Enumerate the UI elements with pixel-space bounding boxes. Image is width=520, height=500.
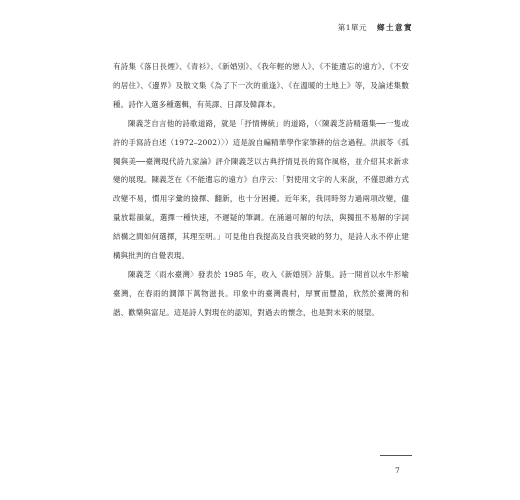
section-title: 鄉土意實 (377, 23, 413, 32)
running-header (338, 22, 413, 33)
footer-rule (380, 455, 412, 456)
body-text (113, 58, 409, 323)
paragraph-bibliography: 有詩集《落日長煙》、《青衫》、《新婚別》、《我年輕的戀人》、《不能遺忘的遠方》、《不安的居住》、《邊界》及散文集《為了下一次的重逢》、《在溫暖的土地上》等，及論述集數種。詩作入選多種選輯，有英譯、日譯及韓譯本。 (113, 62, 409, 109)
paragraph-poetics: 陳義芝自言他的詩歌道路，就是「抒情傳統」的道路，（〈陳義芝詩精選集──一隻或許的手寫詩自述（1972–2002）〉）這是說自編精華學作家筆耕的信念過程。洪淑苓《孤獨與美──臺灣現代詩九家論》評介陳義芝以古典抒情見長的寫作風格，並介紹其求新求變的展現。陳義芝在《不能遺忘的遠方》自序云：「對使用文字的人來說，不僅思維方式改變不易，慣用字彙的撿擇、翻新，也十分困擾。近年來，我同時努力過兩項改變，儘量放鬆韻氣，選擇一種快速，不遲疑的筆調。在涌過可解的句法，與獨扭不易解的字詞結構之間如何選擇，其理至明。」可見他自我提高及自我突破的努力，是詩人永不停止建構與批判的自覺表現。 (113, 118, 409, 261)
unit-label: 第1單元 (337, 23, 367, 32)
page-number: 7 (395, 466, 400, 475)
paragraph-poem-intro: 陳義芝〈雨水臺灣〉發表於 1985 年，收入《新婚別》詩集。詩一開首以水牛形喻臺灣，在春雨的潤澤下萬物滋長。印象中的臺灣農村，厚實而豐盈，欣然於臺灣的和諧、歡樂與富足。這是詩人對現在的認知，對過去的懷念，也是對未來的展望。 (113, 269, 409, 317)
